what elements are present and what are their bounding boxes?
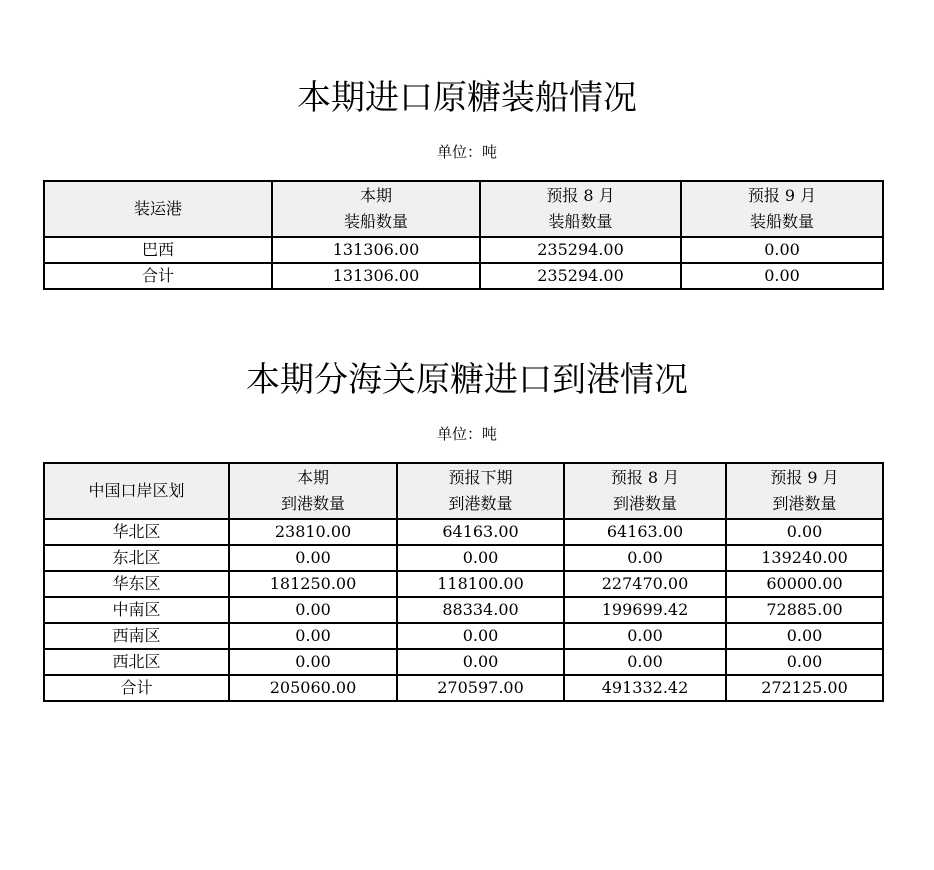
table-cell: 巴西: [44, 237, 272, 263]
table-cell: 72885.00: [726, 597, 883, 623]
table-cell: 0.00: [397, 545, 564, 571]
table-cell: 23810.00: [229, 519, 397, 545]
section1-unit-label: 单位：吨: [436, 143, 497, 161]
table-cell: 0.00: [726, 649, 883, 675]
table-row-total: [44, 675, 883, 701]
table-row: [44, 571, 883, 597]
table-cell: 0.00: [726, 623, 883, 649]
header-forecast-aug-arrival-qty: 预报 8 月 到港数量: [564, 463, 726, 519]
table-cell: 181250.00: [229, 571, 397, 597]
table-cell: 0.00: [564, 649, 726, 675]
table-header-row: [44, 463, 883, 519]
section1-title: 本期进口原糖装船情况: [297, 78, 637, 118]
header-current-arrival-qty: 本期 到港数量: [229, 463, 397, 519]
table-row: [44, 237, 883, 263]
table-row: [44, 623, 883, 649]
table-cell: 0.00: [229, 597, 397, 623]
table-cell: 0.00: [397, 649, 564, 675]
table-cell: 227470.00: [564, 571, 726, 597]
table-cell: 0.00: [726, 519, 883, 545]
header-port-region: 中国口岸区划: [44, 463, 229, 519]
table-cell: 华东区: [44, 571, 229, 597]
table-cell: 235294.00: [480, 263, 681, 289]
table-header-row: [44, 181, 883, 237]
shipment-table: [43, 180, 884, 290]
table-cell: 合计: [44, 263, 272, 289]
header-forecast-aug-loading-qty: 预报 8 月 装船数量: [480, 181, 681, 237]
table-cell: 西南区: [44, 623, 229, 649]
header-forecast-next-arrival-qty: 预报下期 到港数量: [397, 463, 564, 519]
table-cell: 0.00: [397, 623, 564, 649]
table-cell: 0.00: [681, 237, 883, 263]
table-cell: 0.00: [229, 623, 397, 649]
table-cell: 118100.00: [397, 571, 564, 597]
table-cell: 0.00: [681, 263, 883, 289]
table-cell: 199699.42: [564, 597, 726, 623]
table-cell: 131306.00: [272, 237, 480, 263]
table-row-total: [44, 263, 883, 289]
table-cell: 88334.00: [397, 597, 564, 623]
table-cell: 270597.00: [397, 675, 564, 701]
table-cell: 西北区: [44, 649, 229, 675]
header-forecast-sep-loading-qty: 预报 9 月 装船数量: [681, 181, 883, 237]
table-cell: 205060.00: [229, 675, 397, 701]
header-loading-port: 装运港: [44, 181, 272, 237]
table-cell: 131306.00: [272, 263, 480, 289]
table-cell: 235294.00: [480, 237, 681, 263]
table-cell: 华北区: [44, 519, 229, 545]
table-cell: 东北区: [44, 545, 229, 571]
header-forecast-sep-arrival-qty: 预报 9 月 到港数量: [726, 463, 883, 519]
table-cell: 0.00: [564, 545, 726, 571]
table-row: [44, 597, 883, 623]
table-cell: 64163.00: [564, 519, 726, 545]
table-cell: 0.00: [229, 649, 397, 675]
table-cell: 中南区: [44, 597, 229, 623]
table-cell: 272125.00: [726, 675, 883, 701]
table-row: [44, 649, 883, 675]
header-current-loading-qty: 本期 装船数量: [272, 181, 480, 237]
table-row: [44, 519, 883, 545]
arrival-table: [43, 462, 884, 702]
section2-unit-label: 单位：吨: [436, 425, 497, 443]
section2-title: 本期分海关原糖进口到港情况: [246, 360, 688, 400]
table-cell: 139240.00: [726, 545, 883, 571]
table-cell: 60000.00: [726, 571, 883, 597]
table-cell: 491332.42: [564, 675, 726, 701]
table-cell: 0.00: [229, 545, 397, 571]
table-cell: 0.00: [564, 623, 726, 649]
table-cell: 合计: [44, 675, 229, 701]
table-cell: 64163.00: [397, 519, 564, 545]
table-row: [44, 545, 883, 571]
